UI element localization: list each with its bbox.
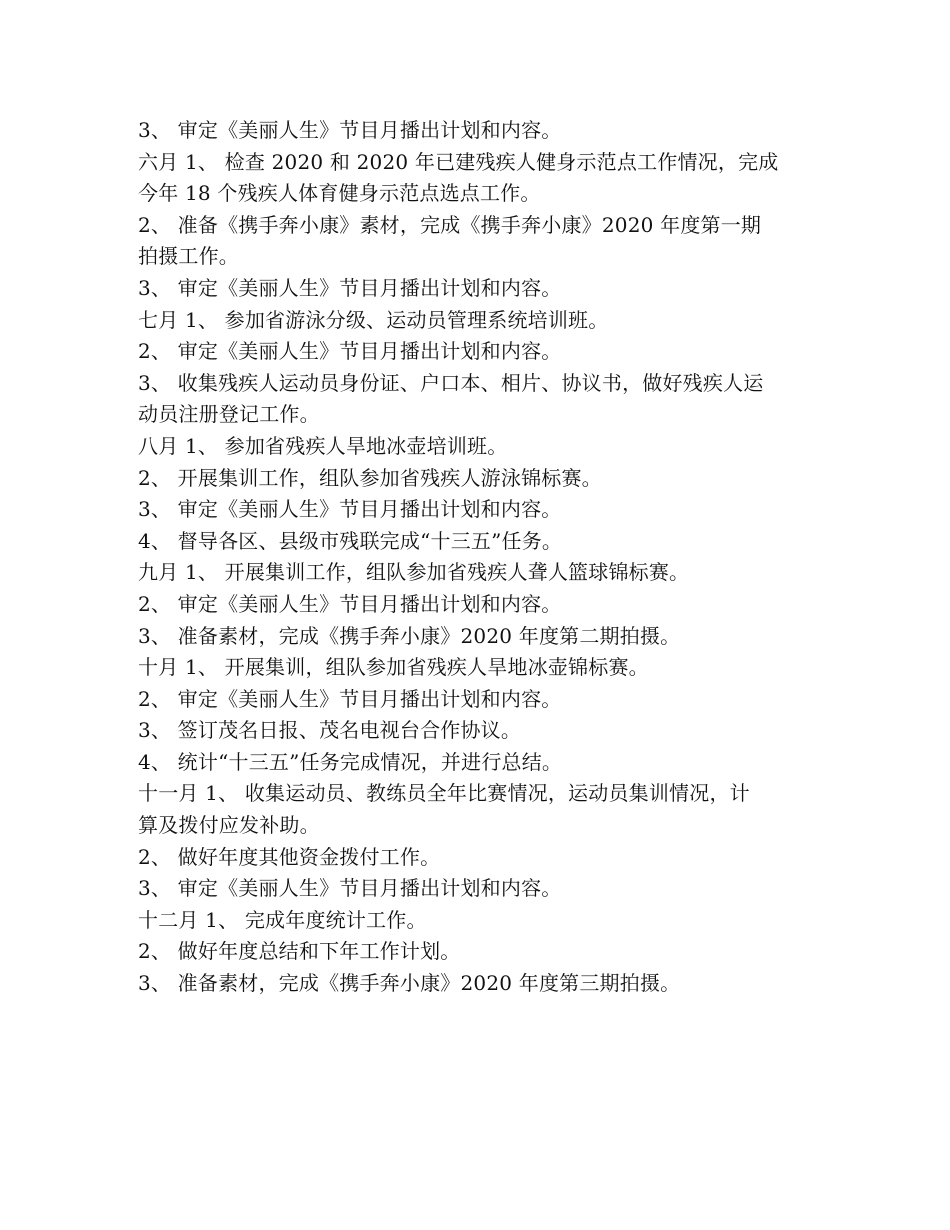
text-line: 七月 1、 参加省游泳分级、运动员管理系统培训班。 [138, 307, 609, 332]
text-line: 算及拨付应发补助。 [138, 813, 320, 838]
text-line: 2、 做好年度总结和下年工作计划。 [138, 939, 461, 964]
text-line: 3、 审定《美丽人生》节目月播出计划和内容。 [138, 118, 562, 142]
text-line: 3、 审定《美丽人生》节目月播出计划和内容。 [138, 275, 562, 300]
text-line: 动员注册登记工作。 [138, 402, 320, 427]
text-line: 今年 18 个残疾人体育健身示范点选点工作。 [138, 181, 541, 206]
text-line: 3、 准备素材，完成《携手奔小康》2020 年度第三期拍摄。 [138, 971, 681, 996]
text-line: 十二月 1、 完成年度统计工作。 [138, 907, 427, 932]
text-line: 2、 审定《美丽人生》节目月播出计划和内容。 [138, 339, 562, 364]
text-line: 3、 审定《美丽人生》节目月播出计划和内容。 [138, 876, 562, 901]
text-line: 4、 督导各区、县级市残联完成“十三五”任务。 [138, 528, 563, 553]
text-line: 十一月 1、 收集运动员、教练员全年比赛情况，运动员集训情况，计 [138, 781, 750, 806]
text-line: 3、 收集残疾人运动员身份证、户口本、相片、协议书，做好残疾人运 [138, 370, 764, 395]
text-line: 2、 审定《美丽人生》节目月播出计划和内容。 [138, 686, 562, 711]
text-line: 2、 审定《美丽人生》节目月播出计划和内容。 [138, 591, 562, 616]
text-line: 3、 准备素材，完成《携手奔小康》2020 年度第二期拍摄。 [138, 623, 681, 648]
text-line: 九月 1、 开展集训工作，组队参加省残疾人聋人篮球锦标赛。 [138, 560, 690, 585]
text-line: 3、 签订茂名日报、茂名电视台合作协议。 [138, 718, 522, 743]
text-line: 六月 1、 检查 2020 和 2020 年已建残疾人健身示范点工作情况，完成 [138, 149, 779, 174]
text-line: 八月 1、 参加省残疾人旱地冰壶培训班。 [138, 433, 508, 458]
text-line: 4、 统计“十三五”任务完成情况，并进行总结。 [138, 749, 563, 774]
text-line: 十月 1、 开展集训，组队参加省残疾人旱地冰壶锦标赛。 [138, 655, 649, 680]
text-line: 3、 审定《美丽人生》节目月播出计划和内容。 [138, 497, 562, 522]
text-line: 拍摄工作。 [138, 244, 239, 269]
text-line: 2、 做好年度其他资金拨付工作。 [138, 844, 441, 869]
text-line: 2、 开展集训工作，组队参加省残疾人游泳锦标赛。 [138, 465, 602, 490]
document-body [138, 115, 828, 1000]
text-line: 2、 准备《携手奔小康》素材，完成《携手奔小康》2020 年度第一期 [138, 212, 762, 237]
